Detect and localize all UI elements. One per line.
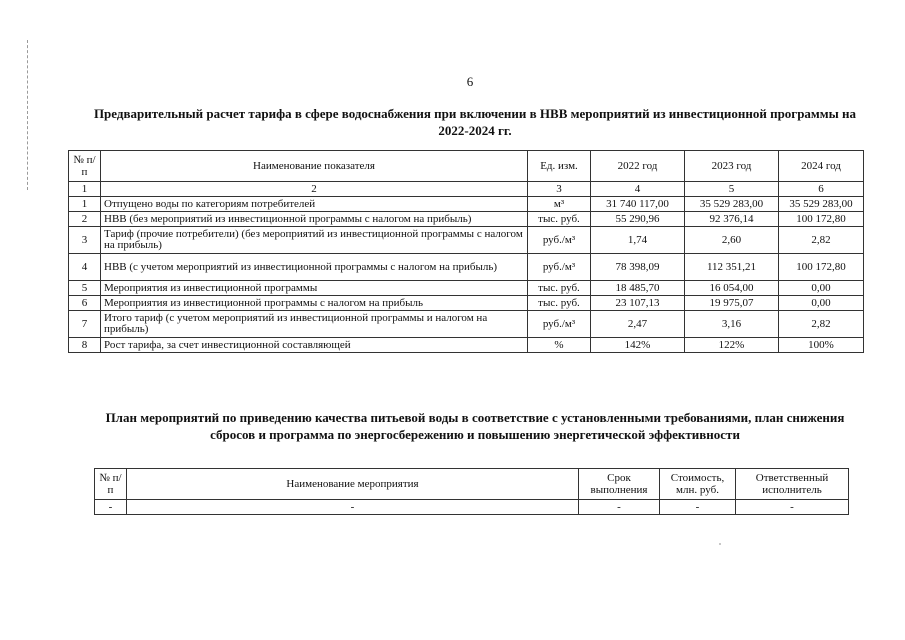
value-2022-cell: 55 290,96 — [591, 212, 685, 227]
value-2022-cell: 18 485,70 — [591, 281, 685, 296]
indicator-name-cell: Тариф (прочие потребители) (без мероприятий из инвестиционной программы с налогом на прибыль) — [101, 227, 528, 254]
value-2022-cell: 31 740 117,00 — [591, 197, 685, 212]
value-2023-cell: 19 975,07 — [685, 296, 779, 311]
unit-cell: тыс. руб. — [528, 281, 591, 296]
margin-rule — [27, 40, 28, 190]
header-cell: Срок выполнения — [579, 469, 660, 500]
indicator-name-cell: Итого тариф (с учетом мероприятий из инвестиционной программы и налогом на прибыль) — [101, 311, 528, 338]
table-header-row — [95, 469, 849, 500]
value-2022-cell: 2,47 — [591, 311, 685, 338]
term-cell: - — [579, 500, 660, 515]
header-cell: № п/п — [95, 469, 127, 500]
measure-name-cell: - — [127, 500, 579, 515]
row-number-cell: 8 — [69, 338, 101, 353]
indicator-name-cell: Рост тарифа, за счет инвестиционной составляющей — [101, 338, 528, 353]
table-row — [69, 254, 864, 281]
value-2023-cell: 35 529 283,00 — [685, 197, 779, 212]
tariff-table-title: Предварительный расчет тарифа в сфере водоснабжения при включении в НВВ мероприятий из инвестиционной программы на 2022-2024 гг. — [93, 106, 857, 138]
measures-plan-table — [94, 468, 849, 515]
unit-cell: % — [528, 338, 591, 353]
table-row — [95, 500, 849, 515]
row-number-cell: 3 — [69, 227, 101, 254]
table-row — [69, 338, 864, 353]
executor-cell: - — [736, 500, 849, 515]
value-2024-cell: 2,82 — [779, 227, 864, 254]
column-number-cell: 1 — [69, 182, 101, 197]
value-2024-cell: 100 172,80 — [779, 254, 864, 281]
header-cell: Ответственный исполнитель — [736, 469, 849, 500]
value-2023-cell: 2,60 — [685, 227, 779, 254]
header-cell: 2022 год — [591, 151, 685, 182]
value-2024-cell: 0,00 — [779, 281, 864, 296]
header-cell: 2023 год — [685, 151, 779, 182]
value-2023-cell: 92 376,14 — [685, 212, 779, 227]
cost-cell: - — [660, 500, 736, 515]
unit-cell: тыс. руб. — [528, 212, 591, 227]
indicator-name-cell: Мероприятия из инвестиционной программы — [101, 281, 528, 296]
value-2024-cell: 100% — [779, 338, 864, 353]
page-number: 6 — [466, 74, 474, 89]
table-row — [69, 281, 864, 296]
column-number-cell: 2 — [101, 182, 528, 197]
unit-cell: руб./м³ — [528, 311, 591, 338]
indicator-name-cell: НВВ (без мероприятий из инвестиционной программы с налогом на прибыль) — [101, 212, 528, 227]
value-2022-cell: 78 398,09 — [591, 254, 685, 281]
header-cell: № п/п — [69, 151, 101, 182]
indicator-name-cell: НВВ (с учетом мероприятий из инвестиционной программы с налогом на прибыль) — [101, 254, 528, 281]
value-2022-cell: 1,74 — [591, 227, 685, 254]
value-2024-cell: 0,00 — [779, 296, 864, 311]
value-2023-cell: 112 351,21 — [685, 254, 779, 281]
unit-cell: тыс. руб. — [528, 296, 591, 311]
value-2022-cell: 23 107,13 — [591, 296, 685, 311]
value-2022-cell: 142% — [591, 338, 685, 353]
table-header-row — [69, 151, 864, 182]
indicator-name-cell: Мероприятия из инвестиционной программы с налогом на прибыль — [101, 296, 528, 311]
value-2023-cell: 16 054,00 — [685, 281, 779, 296]
column-number-row — [69, 182, 864, 197]
unit-cell: м³ — [528, 197, 591, 212]
value-2024-cell: 100 172,80 — [779, 212, 864, 227]
header-cell: Наименование показателя — [101, 151, 528, 182]
value-2023-cell: 122% — [685, 338, 779, 353]
row-number-cell: 2 — [69, 212, 101, 227]
table-row — [69, 212, 864, 227]
row-number-cell: 7 — [69, 311, 101, 338]
header-cell: Стоимость, млн. руб. — [660, 469, 736, 500]
indicator-name-cell: Отпущено воды по категориям потребителей — [101, 197, 528, 212]
unit-cell: руб./м³ — [528, 227, 591, 254]
scan-speck — [719, 543, 721, 545]
measures-plan-title: План мероприятий по приведению качества питьевой воды в соответствие с установленными требованиями, план снижения сбросов и программа по энергосбережению и повышению энергетической эффективности — [105, 410, 845, 442]
row-number-cell: 1 — [69, 197, 101, 212]
table-row — [69, 311, 864, 338]
value-2024-cell: 35 529 283,00 — [779, 197, 864, 212]
column-number-cell: 6 — [779, 182, 864, 197]
table-row — [69, 296, 864, 311]
value-2024-cell: 2,82 — [779, 311, 864, 338]
header-cell: Ед. изм. — [528, 151, 591, 182]
unit-cell: руб./м³ — [528, 254, 591, 281]
tariff-calculation-table — [68, 150, 864, 353]
row-number-cell: - — [95, 500, 127, 515]
table-row — [69, 197, 864, 212]
table-row — [69, 227, 864, 254]
row-number-cell: 4 — [69, 254, 101, 281]
header-cell: 2024 год — [779, 151, 864, 182]
column-number-cell: 3 — [528, 182, 591, 197]
column-number-cell: 4 — [591, 182, 685, 197]
row-number-cell: 5 — [69, 281, 101, 296]
column-number-cell: 5 — [685, 182, 779, 197]
value-2023-cell: 3,16 — [685, 311, 779, 338]
row-number-cell: 6 — [69, 296, 101, 311]
header-cell: Наименование мероприятия — [127, 469, 579, 500]
